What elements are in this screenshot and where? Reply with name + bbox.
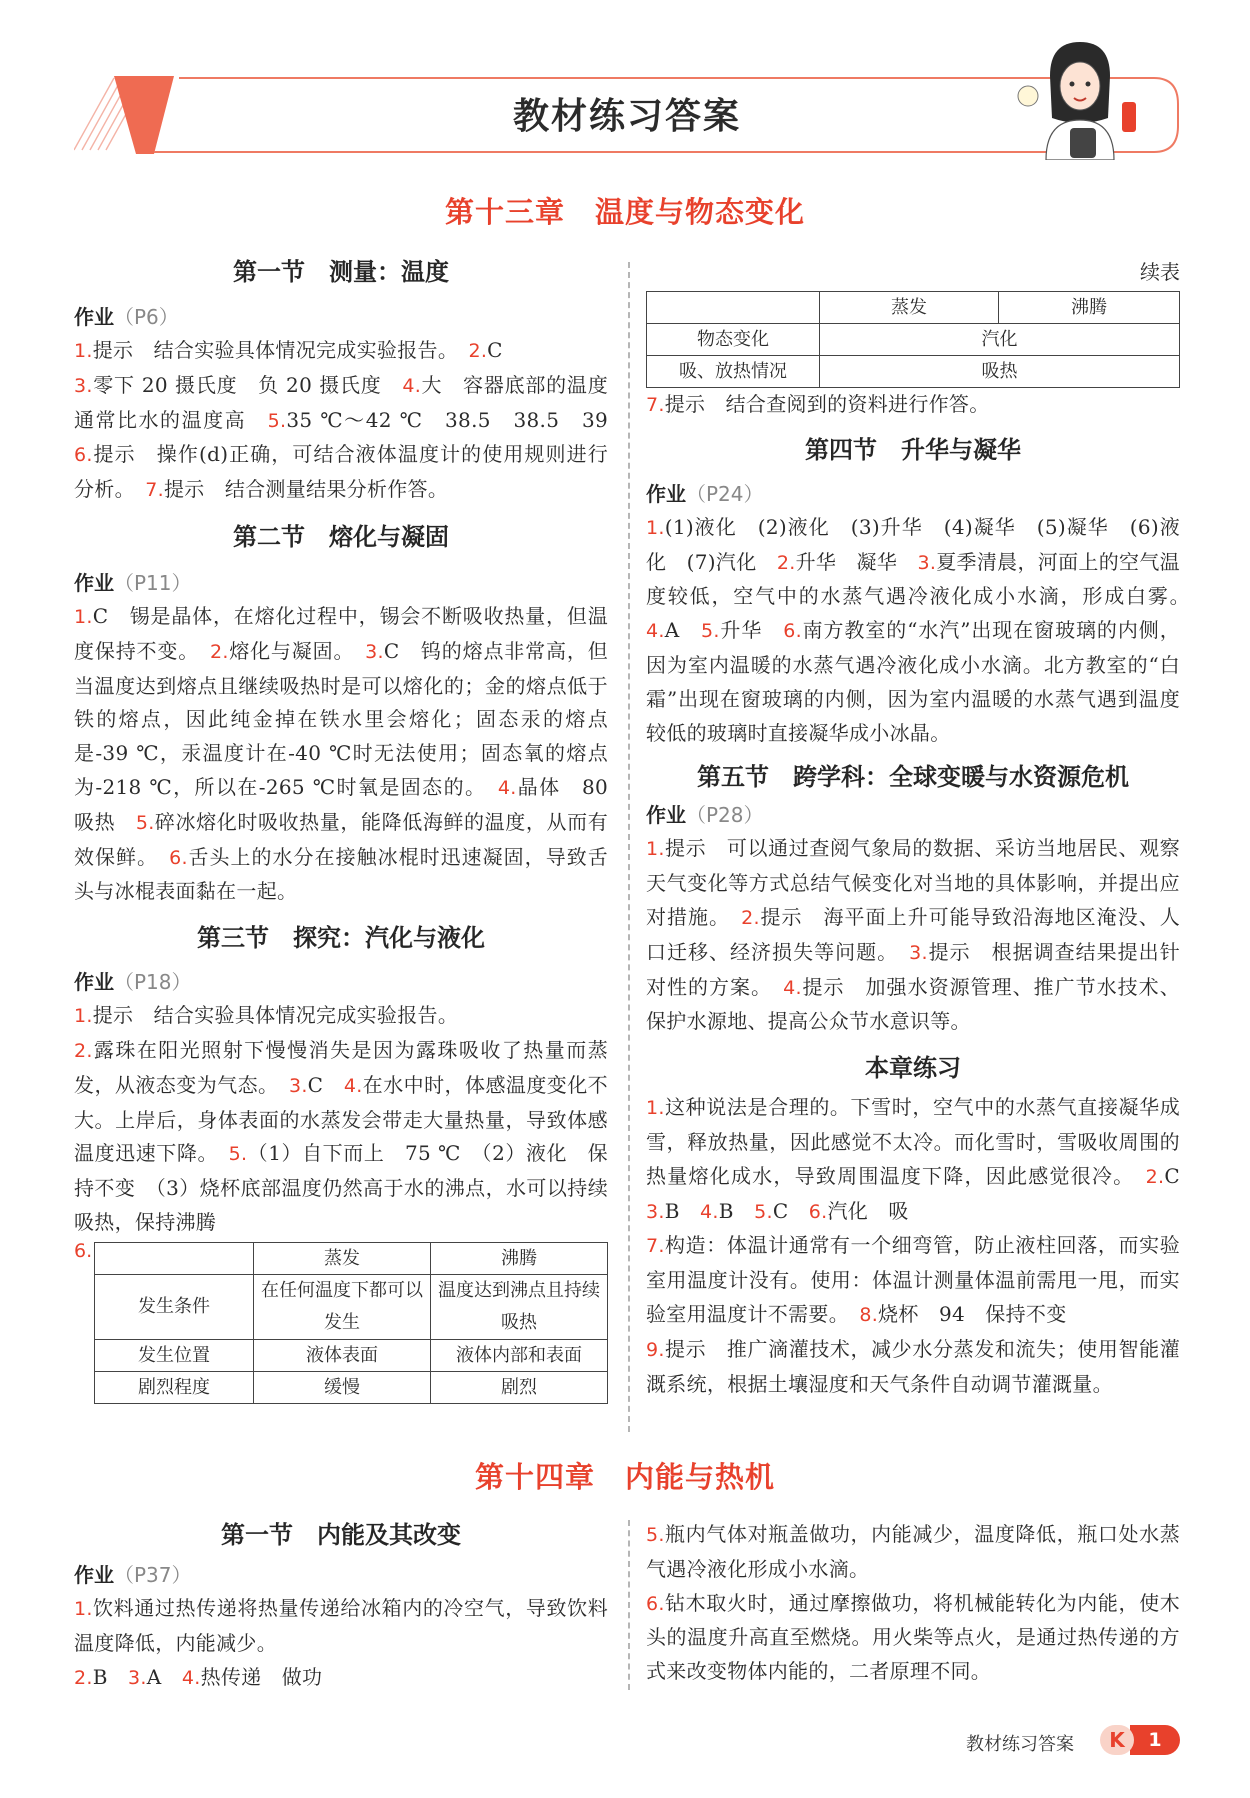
continued-table: 蒸发 沸腾 物态变化 汽化 吸、放热情况 吸热 bbox=[646, 291, 1180, 388]
answer-paragraph: 5.瓶内气体对瓶盖做功，内能减少，温度降低，瓶口处水蒸气遇冷液化形成小水滴。 6.钻木取火时，通过摩擦做功，将机械能转化为内能，使木头的温度升高直至燃烧。用火柴等点火，是通过热传递的方式来改变物体内能的，二者原理不同。 bbox=[646, 1522, 1180, 1684]
answer-paragraph: 1.这种说法是合理的。下雪时，空气中的水蒸气直接凝华成雪，释放热量，因此感觉不太冷。而化雪时，雪吸收周围的热量熔化成水，导致周围温度下降，因此感觉很冷。 2.C 3.B 4.B 5.C 6.汽化 吸 7.构造：体温计通常有一个细弯管，防止液柱回落，而实验室用温度计没有。使用：体温计测量体温前需甩一甩，而实验室用温度计不需要。 8.烧杯 94 保持不变 9.提示 推广滴灌技术，减少水分蒸发和流失；使用智能灌溉系统，根据土壤湿度和天气条件自动调节灌溉量。 bbox=[646, 1095, 1201, 1396]
section-title: 第一节 内能及其改变 bbox=[221, 1521, 461, 1549]
right-column bbox=[646, 255, 1201, 1401]
homework-label: 作业（P18） bbox=[74, 970, 192, 995]
column-divider bbox=[628, 1520, 630, 1690]
section-title: 第五节 跨学科：全球变暖与水资源危机 bbox=[697, 763, 1129, 792]
right-column-ch14 bbox=[646, 1518, 1180, 1689]
section-title: 第一节 测量：温度 bbox=[233, 258, 449, 286]
section-title: 第二节 熔化与凝固 bbox=[233, 522, 449, 551]
homework-label: 作业（P28） bbox=[646, 803, 764, 828]
answer-paragraph: 1.提示 可以通过查阅气象局的数据、采访当地居民、观察天气变化等方式总结气候变化对当地的具体影响，并提出应对措施。 2.提示 海平面上升可能导致沿海地区淹没、人口迁移、经济损失等问题。 3.提示 根据调查结果提出针对性的方案。 4.提示 加强水资源管理、推广节水技术、保护水源地、提高公众节水意识等。 bbox=[646, 836, 1181, 1034]
page-title: 教材练习答案 bbox=[512, 96, 741, 137]
answer-paragraph: 1.C 锡是晶体，在熔化过程中，锡会不断吸收热量，但温度保持不变。 2.熔化与凝固。 3.C 钨的熔点非常高，但当温度达到熔点且继续吸热时是可以熔化的；金的熔点低于铁的熔点，因此纯金掉在铁水里会熔化；固态汞的熔点是-39 ℃，汞温度计在-40 ℃时无法使用；固态氧的熔点为-218 ℃，所以在-265 ℃时氧是固态的。 4.晶体 80 吸热 5.碎冰熔化时吸收热量，能降低海鲜的温度，从而有效保鲜。 6.舌头上的水分在接触冰棍时迅速凝固，导致舌头与冰棍表面黏在一起。 bbox=[74, 603, 629, 904]
column-divider bbox=[628, 262, 630, 1432]
homework-label: 作业（P6） bbox=[74, 305, 179, 329]
left-column-ch14 bbox=[74, 1518, 608, 1695]
question-number: 6. bbox=[74, 1239, 93, 1262]
homework-label: 作业（P24） bbox=[646, 481, 764, 506]
answer-paragraph: 1.(1)液化 (2)液化 (3)升华 (4)凝华 (5)凝华 (6)液化 (7)汽化 2.升华 凝华 3.夏季清晨，河面上的空气温度较低，空气中的水蒸气遇冷液化成小水滴，形成白雾。 4.A 5.升华 6.南方教室的“水汽”出现在窗玻璃的内侧，因为室内温暖的水蒸气遇冷液化成小水滴。北方教室的“白霜”出现在窗玻璃的内侧，因为室内温暖的水蒸气遇到温度较低的玻璃时直接凝华成小冰晶。 bbox=[646, 514, 1201, 745]
answer-paragraph: 1.提示 结合实验具体情况完成实验报告。 2.C 3.零下 20 摄氏度 负 20 摄氏度 4.大 容器底部的温度通常比水的温度高 5.35 ℃～42 ℃ 38.5 38.5 39 6.提示 操作(d)正确，可结合液体温度计的使用规则进行分析。 7.提示 结合测量结果分析作答。 bbox=[74, 338, 629, 502]
chapter-14-title: 第十四章 内能与热机 bbox=[474, 1460, 775, 1494]
homework-label: 作业（P37） bbox=[74, 1563, 192, 1587]
section-title: 本章练习 bbox=[865, 1054, 961, 1083]
comparison-table-block bbox=[74, 1239, 608, 1404]
section-title: 第四节 升华与凝华 bbox=[805, 435, 1021, 464]
footer-badge: K bbox=[1100, 1725, 1134, 1755]
mascot-illustration bbox=[1010, 36, 1150, 160]
homework-label: 作业（P11） bbox=[74, 570, 192, 595]
section-title: 第三节 探究：汽化与液化 bbox=[197, 924, 485, 953]
chapter-13-title: 第十三章 温度与物态变化 bbox=[444, 195, 805, 229]
page-number: 1 bbox=[1130, 1725, 1180, 1755]
footer-label: 教材练习答案 bbox=[966, 1734, 1074, 1755]
comparison-table: 蒸发 沸腾 发生条件 在任何温度下都可以发生 温度达到沸点且持续吸热 发生位置 液体表面 液体内部和表面 剧烈程度 缓慢 剧烈 bbox=[94, 1242, 608, 1404]
answer-paragraph: 7.提示 结合查阅到的资料进行作答。 bbox=[646, 392, 990, 416]
continued-table-label: 续表 bbox=[1140, 260, 1180, 284]
answer-paragraph: 1.提示 结合实验具体情况完成实验报告。 2.露珠在阳光照射下慢慢消失是因为露珠吸收了热量而蒸发，从液态变为气态。 3.C 4.在水中时，体感温度变化不大。上岸后，身体表面的水蒸发会带走大量热量，导致体感温度迅速下降。 5.（1）自下而上 75 ℃ （2）液化 保持不变 （3）烧杯底部温度仍然高于水的沸点，水可以持续吸热，保持沸腾 bbox=[74, 1003, 608, 1234]
answer-paragraph: 1.饮料通过热传递将热量传递给冰箱内的冷空气，导致饮料温度降低，内能减少。 2.B 3.A 4.热传递 做功 bbox=[74, 1596, 608, 1689]
left-column bbox=[74, 255, 629, 1404]
